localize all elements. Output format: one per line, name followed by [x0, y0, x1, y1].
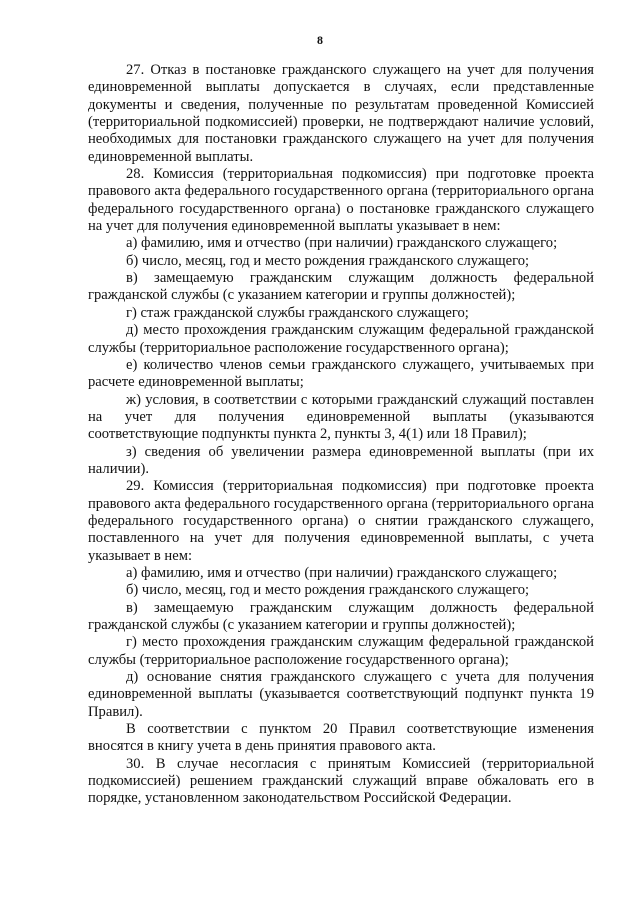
list-item-28-a: а) фамилию, имя и отчество (при наличии) гражданского служащего; [126, 235, 558, 252]
page-number: 8 [317, 33, 323, 47]
paragraph-29: 29. Комиссия (территориальная подкомиссия) при подготовке проекта правового акта федерального государственного органа (территориального органа федерального государственного органа) о снятии гражданского служащего, поставленного на учет для получения единовременной выплаты, с учета указывает в нем: [88, 478, 594, 564]
list-item-29-b: б) число, месяц, год и место рождения гражданского служащего; [126, 582, 530, 599]
list-item-28-b: б) число, месяц, год и место рождения гражданского служащего; [126, 252, 530, 269]
paragraph-27: 27. Отказ в постановке гражданского служащего на учет для получения единовременной выплаты допускается в случаях, если представленные документы и сведения, полученные по результатам проведенной Комиссией (территориальной подкомиссией) проверки, не подтверждают наличие условий, необходимых для постановки гражданского служащего на учет для получения единовременной выплаты. [88, 62, 594, 165]
list-item-28-d: д) место прохождения гражданским служащим федеральной гражданской службы (территориальное расположение государственного органа); [88, 322, 594, 356]
list-item-28-e: е) количество членов семьи гражданского служащего, учитываемых при расчете единовременной выплаты; [88, 356, 594, 391]
paragraph-29-note: В соответствии с пунктом 20 Правил соответствующие изменения вносятся в книгу учета в день принятия правового акта. [88, 721, 594, 755]
document-body [88, 62, 594, 808]
list-item-29-a: а) фамилию, имя и отчество (при наличии) гражданского служащего; [126, 564, 558, 581]
paragraph-28: 28. Комиссия (территориальная подкомиссия) при подготовке проекта правового акта федерального государственного органа (территориального органа федерального государственного органа) о постановке гражданского служащего на учет для получения единовременной выплаты указывает в нем: [88, 166, 594, 235]
list-item-29-g: г) место прохождения гражданским служащим федеральной гражданской службы (территориальное расположение государственного органа); [88, 634, 594, 668]
list-item-28-zh: ж) условия, в соответствии с которыми гражданский служащий поставлен на учет для получения единовременной выплаты (указываются соответствующие подпункты пункта 2, пункты 3, 4(1) или 18 Правил); [88, 391, 594, 443]
list-item-28-z: з) сведения об увеличении размера единовременной выплаты (при их наличии). [88, 443, 594, 477]
list-item-28-g: г) стаж гражданской службы гражданского служащего; [126, 304, 469, 321]
list-item-29-v: в) замещаемую гражданским служащим должность федеральной гражданской службы (с указанием категории и группы должностей); [88, 599, 594, 633]
list-item-29-d: д) основание снятия гражданского служащего с учета для получения единовременной выплаты (указывается соответствующий подпункт пункта 19 Правил). [88, 669, 594, 720]
paragraph-30: 30. В случае несогласия с принятым Комиссией (территориальной подкомиссией) решением гражданский служащий вправе обжаловать его в порядке, установленном законодательством Российской Федерации. [88, 755, 594, 807]
list-item-28-v: в) замещаемую гражданским служащим должность федеральной гражданской службы (с указанием категории и группы должностей); [88, 270, 594, 304]
